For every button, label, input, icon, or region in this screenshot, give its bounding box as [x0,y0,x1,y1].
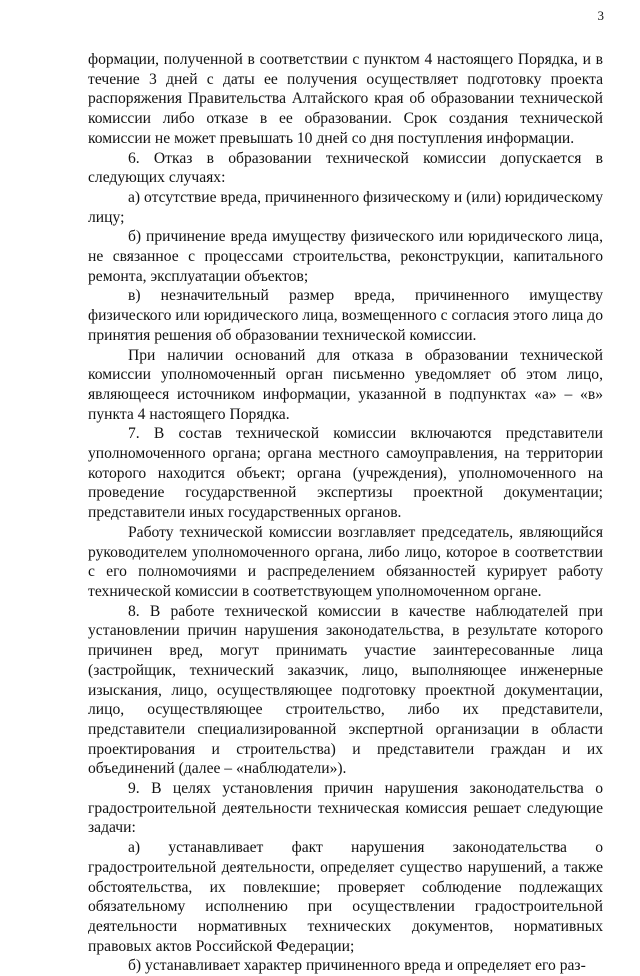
paragraph-item-9: 9. В целях установления причин нарушения законодательства о градостроительной деятельности техническая комиссия решает следующие задачи: [88,780,603,837]
paragraph-item-9a: а) устанавливает факт нарушения законодательства о градостроительной деятельности, определяет существо нарушений, а также обстоятельства, их повлекшие; проверяет соблюдение подлежащих обязательному исполнению при осуществлении градостроительной деятельности нормативных технических документов, нормативных правовых актов Российской Федерации; [88,839,603,955]
paragraph-chairman: Работу технической комиссии возглавляет председатель, являющийся руководителем уполномоченного органа, либо лицо, которое в соответствии с его полномочиями и распределением обязанностей курирует работу технической комиссии в соответствующем уполномоченном органе. [88,523,603,600]
paragraph-item-6: 6. Отказ в образовании технической комиссии допускается в следующих случаях: [88,149,603,187]
paragraph-item-6v: в) незначительный размер вреда, причиненного имуществу физического или юридического лица, возмещенного с согласия этого лица до принятия решения об образовании технической комиссии. [88,287,603,344]
paragraph-continuation: формации, полученной в соответствии с пунктом 4 настоящего Порядка, и в течение 3 дней с даты ее получения осуществляет подготовку проекта распоряжения Правительства Алтайского края об образовании технической комиссии либо отказе в ее образовании. Срок создания технической комиссии не может превышать 10 дней со дня поступления информации. [88,51,603,147]
paragraph-item-6b: б) причинение вреда имуществу физического или юридического лица, не связанное с процессами строительства, реконструкции, капитального ремонта, эксплуатации объектов; [88,228,603,285]
paragraph-item-7: 7. В состав технической комиссии включаются представители уполномоченного органа; органа местного самоуправления, на территории которого находится объект; органа (учреждения), уполномоченного на проведение государственной экспертизы проектной документации; представители иных государственных органов. [88,425,603,522]
paragraph-refusal-notice: При наличии оснований для отказа в образовании технической комиссии уполномоченный орган письменно уведомляет об этом лицо, являющееся источником информации, указанной в подпунктах «а» – «в» пункта 4 настоящего Порядка. [88,346,603,423]
document-body [88,50,603,976]
paragraph-item-6a: а) отсутствие вреда, причиненного физическому и (или) юридическому лицу; [88,188,604,226]
paragraph-item-8: 8. В работе технической комиссии в качестве наблюдателей при установлении причин нарушения законодательства, в результате которого причинен вред, могут принимать участие заинтересованные лица (застройщик, технический заказчик, лицо, выполняющее инженерные изыскания, лицо, осуществляющее подготовку проектной документации, лицо, осуществляющее строительство, либо их представители, представители специализированной экспертной организации в области проектирования и строительства) и представители граждан и их объединений (далее – «наблюдатели»). [88,602,603,778]
paragraph-item-9b: б) устанавливает характер причиненного вреда и определяет его раз- [128,957,586,975]
page-number: 3 [597,8,604,23]
